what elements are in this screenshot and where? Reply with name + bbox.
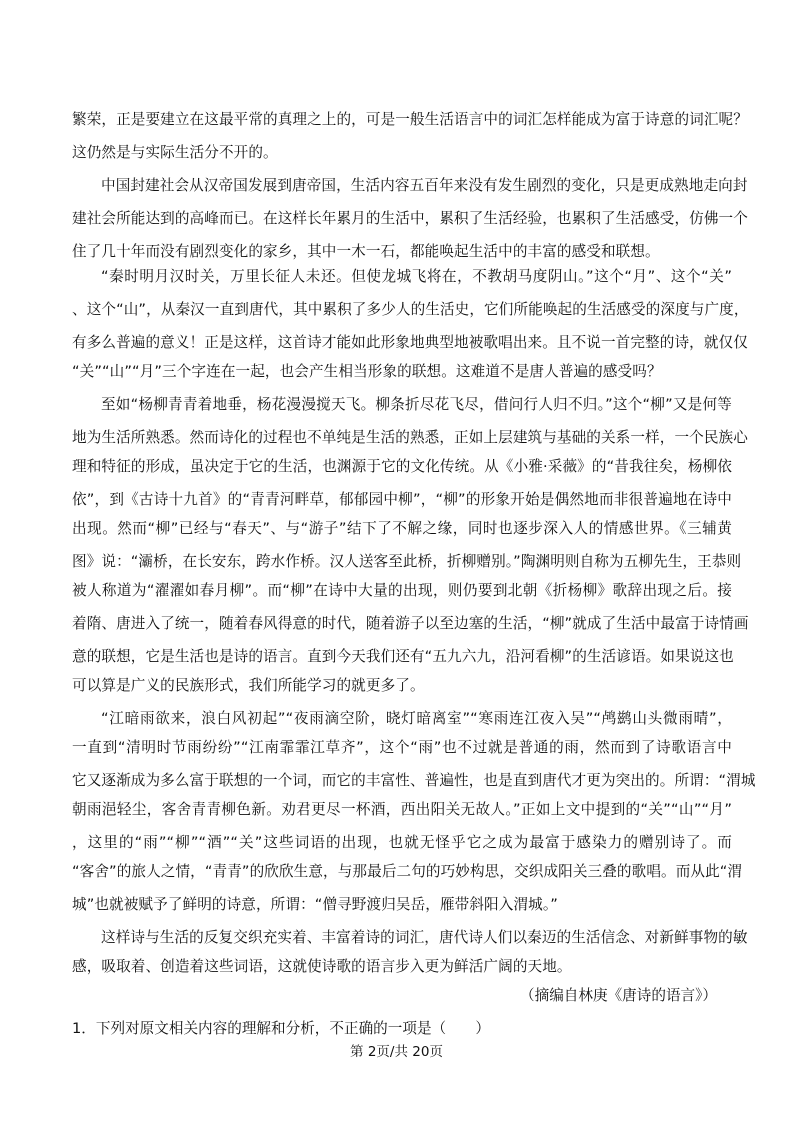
paragraph-line: 它又逐渐成为多么富于联想的一个词，而它的丰富性、普遍性，也是直到唐代才更为突出的。所谓：“渭城 (72, 772, 756, 789)
paragraph-line: 意的联想，它是生活也是诗的语言。直到今天我们还有“五九六九，沿河看柳”的生活谚语。如果说这也 (72, 648, 734, 665)
paragraph-line: 朝雨浥轻尘，客舍青青柳色新。劝君更尽一杯酒，西出阳关无故人。”正如上文中提到的“关”“山”“月” (72, 801, 732, 818)
paragraph-line: 出现。然而“柳”已经与“春天”、与“游子”结下了不解之缘，同时也逐步深入人的情感世界。《三辅黄 (72, 520, 732, 537)
paragraph-line: 建社会所能达到的高峰而已。在这样长年累月的生活中，累积了生活经验，也累积了生活感受，仿佛一个 (72, 210, 748, 227)
paragraph-line: “秦时明月汉时关，万里长征人未还。但使龙城飞将在，不教胡马度阴山。”这个“月”、这个“关” (101, 268, 732, 285)
paragraph-line: 至如“杨柳青青着地垂，杨花漫漫搅天飞。柳条折尽花飞尽，借问行人归不归。”这个“柳”又是何等 (101, 396, 732, 413)
paragraph-line: 图》说：“灞桥，在长安东，跨水作桥。汉人送客至此桥，折柳赠别。”陶渊明则自称为五柳先生，王恭则 (72, 553, 742, 570)
source-attribution: （摘编自林庚《唐诗的语言》） (520, 987, 718, 1004)
paragraph-line: 繁荣，正是要建立在这最平常的真理之上的，可是一般生活语言中的词汇怎样能成为富于诗意的词汇呢？ (72, 111, 748, 128)
paragraph-line: “关”“山”“月”三个字连在一起，也会产生相当形象的联想。这难道不是唐人普遍的感受吗？ (72, 363, 662, 380)
question-text: 1．下列对原文相关内容的理解和分析，不正确的一项是（ ） (72, 1020, 490, 1037)
paragraph-line: 有多么普遍的意义！正是这样，这首诗才能如此形象地典型地被歌唱出来。且不说一首完整的诗，就仅仅 (72, 334, 748, 351)
paragraph-line: 中国封建社会从汉帝国发展到唐帝国，生活内容五百年来没有发生剧烈的变化，只是更成熟地走向封 (101, 177, 748, 194)
paragraph-line: 被人称道为“濯濯如春月柳”。而“柳”在诗中大量的出现，则仍要到北朝《折杨柳》歌辞出现之后。接 (72, 582, 732, 599)
paragraph-line: 这样诗与生活的反复交织充实着、丰富着诗的词汇，唐代诗人们以秦迈的生活信念、对新鲜事物的敏 (101, 929, 748, 946)
paragraph-line: 这仍然是与实际生活分不开的。 (72, 144, 278, 161)
paragraph-line: 着隋、唐进入了统一，随着春风得意的时代，随着游子以至边塞的生活，“柳”就成了生活中最富于诗情画 (72, 615, 749, 632)
paragraph-line: 城”也就被赋予了鲜明的诗意，所谓：“僧寻野渡归吴岳，雁带斜阳入渭城。” (72, 896, 558, 913)
paragraph-line: “江暗雨欲来，浪白风初起”“夜雨滴空阶，晓灯暗离室”“寒雨连江夜入吴”“鸬鹚山头微雨晴”， (101, 710, 732, 727)
paragraph-line: “客舍”的旅人之情，“青青”的欣欣生意，与那最后二句的巧妙构思，交织成阳关三叠的歌唱。而从此“渭 (72, 863, 743, 880)
paragraph-line: 可以算是广义的民族形式，我们所能学习的就更多了。 (72, 677, 425, 694)
paragraph-line: 住了几十年而没有剧烈变化的家乡，其中一木一石，都能唤起生活中的丰富的感受和联想。 (72, 243, 660, 260)
page-number: 第 2页/共 20页 (350, 1044, 443, 1060)
paragraph-line: 、这个“山”，从秦汉一直到唐代，其中累积了多少人的生活史，它们所能唤起的生活感受的深度与广度， (72, 301, 749, 318)
paragraph-line: 理和特征的形成，虽决定于它的生活，也渊源于它的文化传统。从《小雅·采薇》的“昔我往矣，杨柳依 (72, 458, 732, 475)
paragraph-line: 依”，到《古诗十九首》的“青青河畔草，郁郁园中柳”，“柳”的形象开始是偶然地而非很普遍地在诗中 (72, 491, 732, 508)
paragraph-line: ，这里的“雨”“柳”“酒”“关”这些词语的出现，也就无怪乎它之成为最富于感染力的赠别诗了。而 (72, 834, 732, 851)
paragraph-line: 感，吸取着、创造着这些词语，这就使诗歌的语言步入更为鲜活广阔的天地。 (72, 958, 572, 975)
paragraph-line: 地为生活所熟悉。然而诗化的过程也不单纯是生活的熟悉，正如上层建筑与基础的关系一样，一个民族心 (72, 429, 748, 446)
paragraph-line: 一直到“清明时节雨纷纷”“江南霏霏江草齐”，这个“雨”也不过就是普通的雨，然而到了诗歌语言中 (72, 739, 732, 756)
